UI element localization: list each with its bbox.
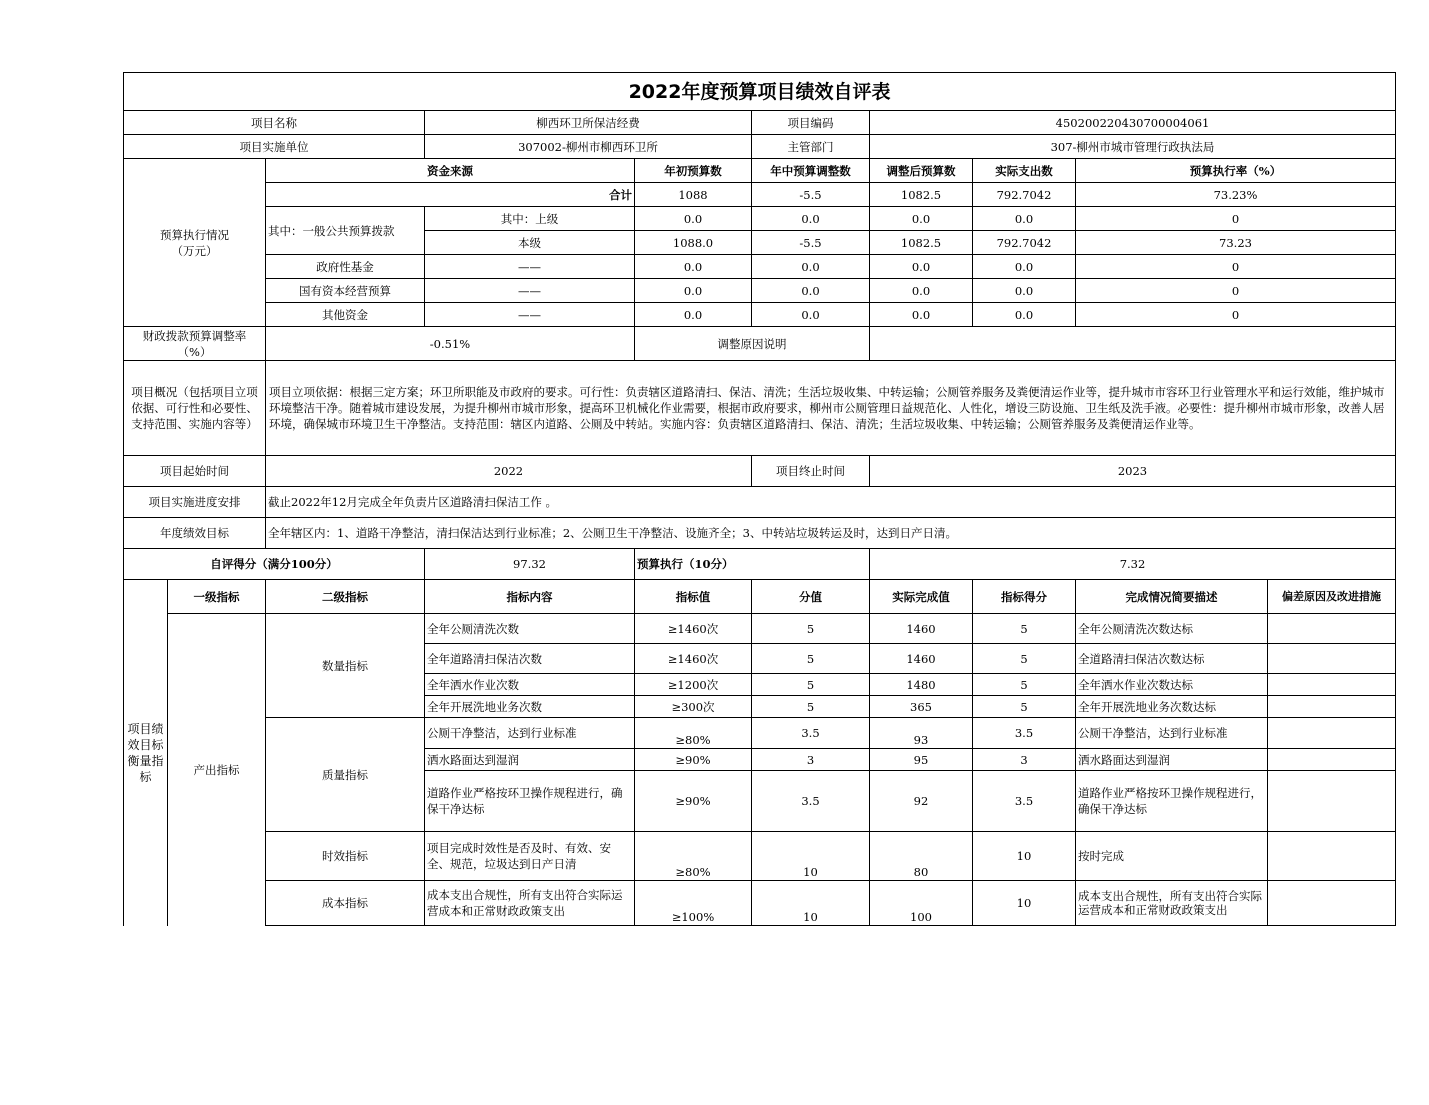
ind-row-target: ≥90% <box>635 771 752 832</box>
ind-row-target: ≥90% <box>635 749 752 771</box>
ind-row-desc: 全年洒水作业次数达标 <box>1076 674 1268 696</box>
project-code-value: 450200220430700004061 <box>870 111 1396 135</box>
gov-fund-rate: 0 <box>1076 255 1396 279</box>
ind-row-content: 全年开展洗地业务次数 <box>425 696 635 718</box>
local-label: 本级 <box>425 231 635 255</box>
state-capital-initial: 0.0 <box>635 279 752 303</box>
dept-label: 主管部门 <box>752 135 870 159</box>
ind-row-content: 全年洒水作业次数 <box>425 674 635 696</box>
local-initial: 1088.0 <box>635 231 752 255</box>
upper-after: 0.0 <box>870 207 973 231</box>
ind-row-weight: 5 <box>752 674 870 696</box>
local-rate: 73.23 <box>1076 231 1396 255</box>
total-adjust: -5.5 <box>752 183 870 207</box>
upper-label: 其中：上级 <box>425 207 635 231</box>
ind-header-level1: 一级指标 <box>168 580 266 614</box>
ind-header-level2: 二级指标 <box>266 580 425 614</box>
ind-row-score: 10 <box>973 881 1076 926</box>
total-initial: 1088 <box>635 183 752 207</box>
budget-header-actual: 实际支出数 <box>973 159 1076 183</box>
ind-row-target: ≥300次 <box>635 696 752 718</box>
ind-row-content: 项目完成时效性是否及时、有效、安全、规范，垃圾达到日产日清 <box>425 832 635 881</box>
ind-row-content: 全年公厕清洗次数 <box>425 614 635 644</box>
evaluation-table <box>123 72 1396 926</box>
progress-value: 截止2022年12月完成全年负责片区道路清扫保洁工作 。 <box>266 487 1396 518</box>
ind-row-weight: 5 <box>752 644 870 674</box>
total-rate: 73.23% <box>1076 183 1396 207</box>
state-capital-dash: —— <box>425 279 635 303</box>
ind-header-score: 指标得分 <box>973 580 1076 614</box>
ind-row-desc: 全道路清扫保洁次数达标 <box>1076 644 1268 674</box>
self-score-label: 自评得分（满分100分） <box>124 549 425 580</box>
ind-row-deviation <box>1268 718 1396 749</box>
upper-adjust: 0.0 <box>752 207 870 231</box>
indicator-section-label: 项目绩效目标衡量指标 <box>124 580 168 926</box>
ind-row-weight: 3.5 <box>752 718 870 749</box>
general-budget-label: 其中：一般公共预算拨款 <box>266 207 425 255</box>
end-time-value: 2023 <box>870 456 1396 487</box>
budget-header-rate: 预算执行率（%） <box>1076 159 1396 183</box>
local-after: 1082.5 <box>870 231 973 255</box>
adjust-reason-value <box>870 327 1396 361</box>
budget-exec-value: 7.32 <box>870 549 1396 580</box>
gov-fund-actual: 0.0 <box>973 255 1076 279</box>
level2-timeliness: 时效指标 <box>266 832 425 881</box>
level2-quality: 质量指标 <box>266 718 425 832</box>
ind-row-target: ≥80% <box>635 832 752 881</box>
ind-row-desc: 公厕干净整洁，达到行业标准 <box>1076 718 1268 749</box>
start-time-label: 项目起始时间 <box>124 456 266 487</box>
local-adjust: -5.5 <box>752 231 870 255</box>
ind-row-weight: 10 <box>752 832 870 881</box>
ind-row-deviation <box>1268 614 1396 644</box>
gov-fund-adjust: 0.0 <box>752 255 870 279</box>
budget-header-initial: 年初预算数 <box>635 159 752 183</box>
ind-row-deviation <box>1268 696 1396 718</box>
total-after: 1082.5 <box>870 183 973 207</box>
ind-row-deviation <box>1268 771 1396 832</box>
ind-row-content: 道路作业严格按环卫操作规程进行，确保干净达标 <box>425 771 635 832</box>
ind-row-deviation <box>1268 832 1396 881</box>
adjust-reason-label: 调整原因说明 <box>635 327 870 361</box>
local-actual: 792.7042 <box>973 231 1076 255</box>
ind-row-target: ≥1460次 <box>635 644 752 674</box>
page-title: 2022年度预算项目绩效自评表 <box>124 73 1396 111</box>
ind-row-target: ≥100% <box>635 881 752 926</box>
other-fund-actual: 0.0 <box>973 303 1076 327</box>
ind-row-content: 公厕干净整洁，达到行业标准 <box>425 718 635 749</box>
ind-row-actual: 1480 <box>870 674 973 696</box>
total-label: 合计 <box>266 183 635 207</box>
ind-row-content: 全年道路清扫保洁次数 <box>425 644 635 674</box>
state-capital-rate: 0 <box>1076 279 1396 303</box>
ind-row-actual: 80 <box>870 832 973 881</box>
unit-label: 项目实施单位 <box>124 135 425 159</box>
ind-row-weight: 5 <box>752 696 870 718</box>
project-code-label: 项目编码 <box>752 111 870 135</box>
ind-row-desc: 全年公厕清洗次数达标 <box>1076 614 1268 644</box>
ind-row-weight: 10 <box>752 881 870 926</box>
ind-row-target: ≥1200次 <box>635 674 752 696</box>
ind-row-score: 5 <box>973 614 1076 644</box>
level1-output: 产出指标 <box>168 614 266 926</box>
ind-row-deviation <box>1268 881 1396 926</box>
gov-fund-initial: 0.0 <box>635 255 752 279</box>
ind-row-weight: 3.5 <box>752 771 870 832</box>
ind-row-deviation <box>1268 644 1396 674</box>
dept-value: 307-柳州市城市管理行政执法局 <box>870 135 1396 159</box>
overview-label: 项目概况（包括项目立项依据、可行性和必要性、支持范围、实施内容等） <box>124 361 266 456</box>
ind-row-actual: 1460 <box>870 644 973 674</box>
ind-row-desc: 道路作业严格按环卫操作规程进行，确保干净达标 <box>1076 771 1268 832</box>
ind-header-deviation: 偏差原因及改进措施 <box>1268 580 1396 614</box>
budget-header-source: 资金来源 <box>266 159 635 183</box>
adjust-rate-label: 财政拨款预算调整率 （%） <box>124 327 266 361</box>
ind-row-score: 3.5 <box>973 718 1076 749</box>
upper-actual: 0.0 <box>973 207 1076 231</box>
ind-row-actual: 365 <box>870 696 973 718</box>
state-capital-label: 国有资本经营预算 <box>266 279 425 303</box>
budget-section-label: 预算执行情况 （万元） <box>124 159 266 327</box>
level2-quantity: 数量指标 <box>266 614 425 718</box>
ind-header-weight: 分值 <box>752 580 870 614</box>
ind-row-deviation <box>1268 749 1396 771</box>
budget-header-adjust: 年中预算调整数 <box>752 159 870 183</box>
total-actual: 792.7042 <box>973 183 1076 207</box>
gov-fund-label: 政府性基金 <box>266 255 425 279</box>
overview-text: 项目立项依据：根据三定方案；环卫所职能及市政府的要求。可行性：负责辖区道路清扫、保洁、清洗；生活垃圾收集、中转运输；公厕管养服务及粪便清运作业等，提升城市市容环卫行业管理水平和运行效能，维护城市环境整洁干净。随着城市建设发展，为提升柳州市城市形象，提高环卫机械化作业需要，根据市政府要求，柳州市公厕管理日益规范化、人性化，增设三防设施、卫生纸及洗手液。必要性：提升柳州市城市形象，改善人居环境，确保城市环境卫生干净整洁。支持范围：辖区内道路、公厕及中转站。实施内容：负责辖区道路清扫、保洁、清洗；生活垃圾收集、中转运输；公厕管养服务及粪便清运作业等。 <box>266 361 1396 456</box>
goal-value: 全年辖区内：1、道路干净整洁，清扫保洁达到行业标准；2、公厕卫生干净整洁、设施齐全；3、中转站垃圾转运及时，达到日产日清。 <box>266 518 1396 549</box>
project-name-value: 柳西环卫所保洁经费 <box>425 111 752 135</box>
ind-header-target: 指标值 <box>635 580 752 614</box>
ind-row-actual: 1460 <box>870 614 973 644</box>
self-score-value: 97.32 <box>425 549 635 580</box>
ind-row-desc: 全年开展洗地业务次数达标 <box>1076 696 1268 718</box>
adjust-rate-value: -0.51% <box>266 327 635 361</box>
upper-rate: 0 <box>1076 207 1396 231</box>
other-fund-adjust: 0.0 <box>752 303 870 327</box>
ind-row-content: 洒水路面达到湿润 <box>425 749 635 771</box>
unit-value: 307002-柳州市柳西环卫所 <box>425 135 752 159</box>
ind-row-deviation <box>1268 674 1396 696</box>
ind-row-actual: 95 <box>870 749 973 771</box>
state-capital-after: 0.0 <box>870 279 973 303</box>
project-name-label: 项目名称 <box>124 111 425 135</box>
gov-fund-dash: —— <box>425 255 635 279</box>
ind-row-desc: 成本支出合规性，所有支出符合实际运营成本和正常财政政策支出 <box>1076 881 1268 926</box>
ind-row-score: 5 <box>973 644 1076 674</box>
start-time-value: 2022 <box>266 456 752 487</box>
ind-row-score: 10 <box>973 832 1076 881</box>
gov-fund-after: 0.0 <box>870 255 973 279</box>
other-fund-label: 其他资金 <box>266 303 425 327</box>
ind-header-content: 指标内容 <box>425 580 635 614</box>
ind-row-desc: 洒水路面达到湿润 <box>1076 749 1268 771</box>
upper-initial: 0.0 <box>635 207 752 231</box>
ind-row-actual: 93 <box>870 718 973 749</box>
ind-row-content: 成本支出合规性，所有支出符合实际运营成本和正常财政政策支出 <box>425 881 635 926</box>
evaluation-sheet <box>123 72 1395 926</box>
ind-row-score: 3.5 <box>973 771 1076 832</box>
other-fund-after: 0.0 <box>870 303 973 327</box>
other-fund-initial: 0.0 <box>635 303 752 327</box>
progress-label: 项目实施进度安排 <box>124 487 266 518</box>
ind-row-weight: 5 <box>752 614 870 644</box>
ind-row-actual: 92 <box>870 771 973 832</box>
ind-row-weight: 3 <box>752 749 870 771</box>
other-fund-dash: —— <box>425 303 635 327</box>
state-capital-adjust: 0.0 <box>752 279 870 303</box>
ind-row-target: ≥1460次 <box>635 614 752 644</box>
ind-row-score: 5 <box>973 696 1076 718</box>
state-capital-actual: 0.0 <box>973 279 1076 303</box>
ind-header-actual: 实际完成值 <box>870 580 973 614</box>
ind-row-score: 5 <box>973 674 1076 696</box>
goal-label: 年度绩效目标 <box>124 518 266 549</box>
end-time-label: 项目终止时间 <box>752 456 870 487</box>
ind-row-target: ≥80% <box>635 718 752 749</box>
ind-row-desc: 按时完成 <box>1076 832 1268 881</box>
ind-row-actual: 100 <box>870 881 973 926</box>
budget-exec-label: 预算执行（10分） <box>635 549 870 580</box>
ind-row-score: 3 <box>973 749 1076 771</box>
budget-header-after: 调整后预算数 <box>870 159 973 183</box>
ind-header-desc: 完成情况简要描述 <box>1076 580 1268 614</box>
level2-cost: 成本指标 <box>266 881 425 926</box>
other-fund-rate: 0 <box>1076 303 1396 327</box>
